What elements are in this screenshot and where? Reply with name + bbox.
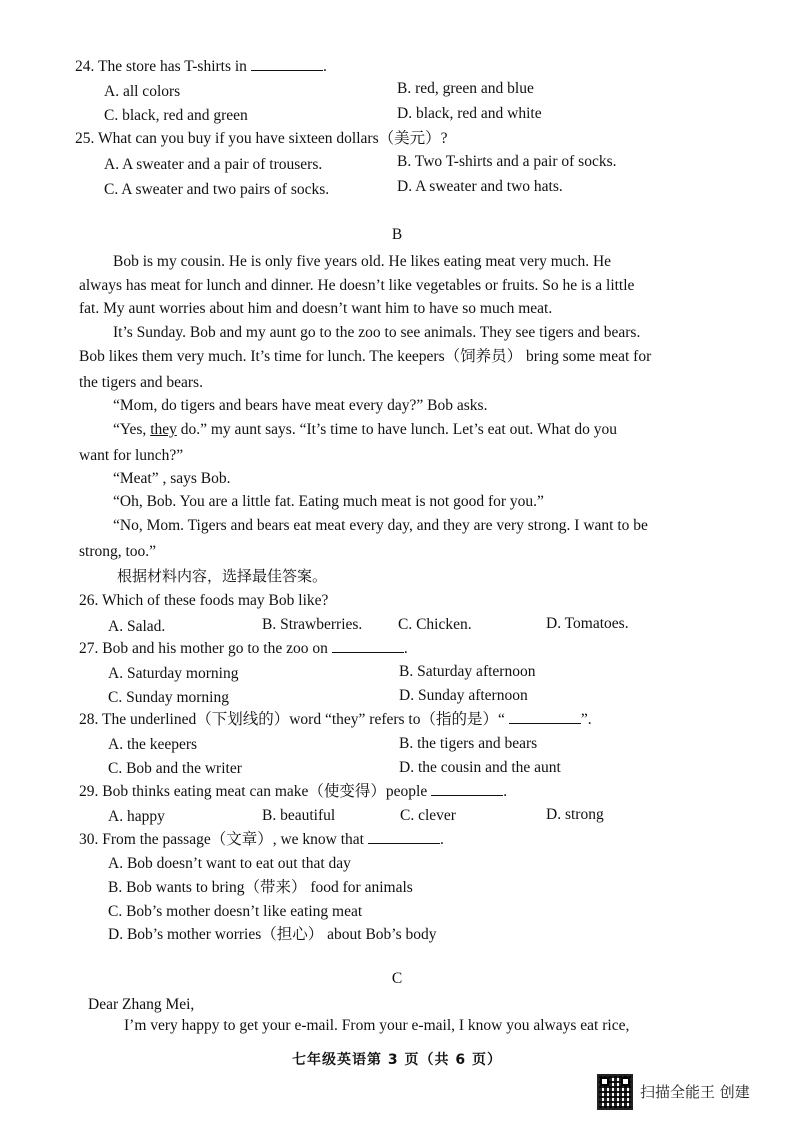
section-b-heading: B xyxy=(391,226,403,243)
scanner-watermark: 扫描全能王 创建 xyxy=(640,1083,750,1101)
q25-option-c[interactable]: C. A sweater and two pairs of socks. xyxy=(104,181,330,198)
q30-option-c[interactable]: C. Bob’s mother doesn’t like eating meat xyxy=(108,903,363,920)
q26-option-a[interactable]: A. Salad. xyxy=(108,618,166,635)
q30-option-b[interactable]: B. Bob wants to bring（带来） food for animals xyxy=(108,879,413,896)
q25-option-d[interactable]: D. A sweater and two hats. xyxy=(397,178,563,195)
passage-b-line: “Mom, do tigers and bears have meat every day?” Bob asks. xyxy=(113,397,488,414)
q27-option-b[interactable]: B. Saturday afternoon xyxy=(399,663,536,680)
q24-option-c[interactable]: C. black, red and green xyxy=(104,107,248,124)
q24-option-a[interactable]: A. all colors xyxy=(104,83,181,100)
passage-b-line: the tigers and bears. xyxy=(79,374,203,391)
passage-b-line: Bob likes them very much. It’s time for lunch. The keepers（饲养员） bring some meat for xyxy=(79,348,652,365)
page-footer: 七年级英语第 3 页（共 6 页） xyxy=(292,1052,502,1068)
question-30-stem: 30. From the passage（文章）, we know that . xyxy=(79,831,444,848)
passage-b-line: “No, Mom. Tigers and bears eat meat every day, and they are very strong. I want to be xyxy=(113,517,648,534)
passage-b-line: strong, too.” xyxy=(79,543,157,560)
question-28-stem: 28. The underlined（下划线的）word “they” refers to（指的是）“ ”. xyxy=(79,711,592,728)
question-24-stem: 24. The store has T-shirts in . xyxy=(75,58,327,75)
passage-b-line: It’s Sunday. Bob and my aunt go to the zoo to see animals. They see tigers and bears. xyxy=(113,324,641,341)
q26-option-d[interactable]: D. Tomatoes. xyxy=(546,615,629,632)
q29-option-c[interactable]: C. clever xyxy=(400,807,456,824)
question-26-stem: 26. Which of these foods may Bob like? xyxy=(79,592,329,609)
section-c-heading: C xyxy=(391,970,403,987)
q26-option-c[interactable]: C. Chicken. xyxy=(398,616,472,633)
question-25-stem: 25. What can you buy if you have sixteen dollars（美元）? xyxy=(75,130,448,147)
q27-option-d[interactable]: D. Sunday afternoon xyxy=(399,687,528,704)
q27-option-c[interactable]: C. Sunday morning xyxy=(108,689,229,706)
passage-b-line: “Yes, they do.” my aunt says. “It’s time to have lunch. Let’s eat out. What do you xyxy=(113,421,617,438)
q30-option-d[interactable]: D. Bob’s mother worries（担心） about Bob’s body xyxy=(108,926,437,943)
letter-line: I’m very happy to get your e-mail. From your e-mail, I know you always eat rice, xyxy=(124,1017,630,1034)
underlined-word-they: they xyxy=(150,421,177,438)
q29-option-a[interactable]: A. happy xyxy=(108,808,165,825)
q30-option-a[interactable]: A. Bob doesn’t want to eat out that day xyxy=(108,855,351,872)
q28-option-d[interactable]: D. the cousin and the aunt xyxy=(399,759,561,776)
passage-b-line: always has meat for lunch and dinner. He doesn’t like vegetables or fruits. So he is a little xyxy=(79,277,635,294)
q27-option-a[interactable]: A. Saturday morning xyxy=(108,665,239,682)
passage-b-line: Bob is my cousin. He is only five years old. He likes eating meat very much. He xyxy=(113,253,612,270)
qr-code-icon xyxy=(597,1074,633,1110)
q24-option-d[interactable]: D. black, red and white xyxy=(397,105,542,122)
q25-option-b[interactable]: B. Two T-shirts and a pair of socks. xyxy=(397,153,617,170)
question-27-stem: 27. Bob and his mother go to the zoo on . xyxy=(79,640,408,657)
passage-b-line: fat. My aunt worries about him and doesn’t want him to have so much meat. xyxy=(79,300,553,317)
q28-option-a[interactable]: A. the keepers xyxy=(108,736,198,753)
passage-b-line: want for lunch?” xyxy=(79,447,184,464)
instruction-text: 根据材料内容，选择最佳答案。 xyxy=(117,567,328,585)
q29-option-d[interactable]: D. strong xyxy=(546,806,604,823)
q25-option-a[interactable]: A. A sweater and a pair of trousers. xyxy=(104,156,323,173)
q24-option-b[interactable]: B. red, green and blue xyxy=(397,80,534,97)
passage-b-line: “Oh, Bob. You are a little fat. Eating much meat is not good for you.” xyxy=(113,493,544,510)
q28-option-b[interactable]: B. the tigers and bears xyxy=(399,735,538,752)
question-29-stem: 29. Bob thinks eating meat can make（使变得）people . xyxy=(79,783,508,800)
q28-option-c[interactable]: C. Bob and the writer xyxy=(108,760,242,777)
q26-option-b[interactable]: B. Strawberries. xyxy=(262,616,363,633)
q29-option-b[interactable]: B. beautiful xyxy=(262,807,336,824)
letter-greeting: Dear Zhang Mei, xyxy=(88,996,195,1013)
passage-b-line: “Meat” , says Bob. xyxy=(113,470,231,487)
